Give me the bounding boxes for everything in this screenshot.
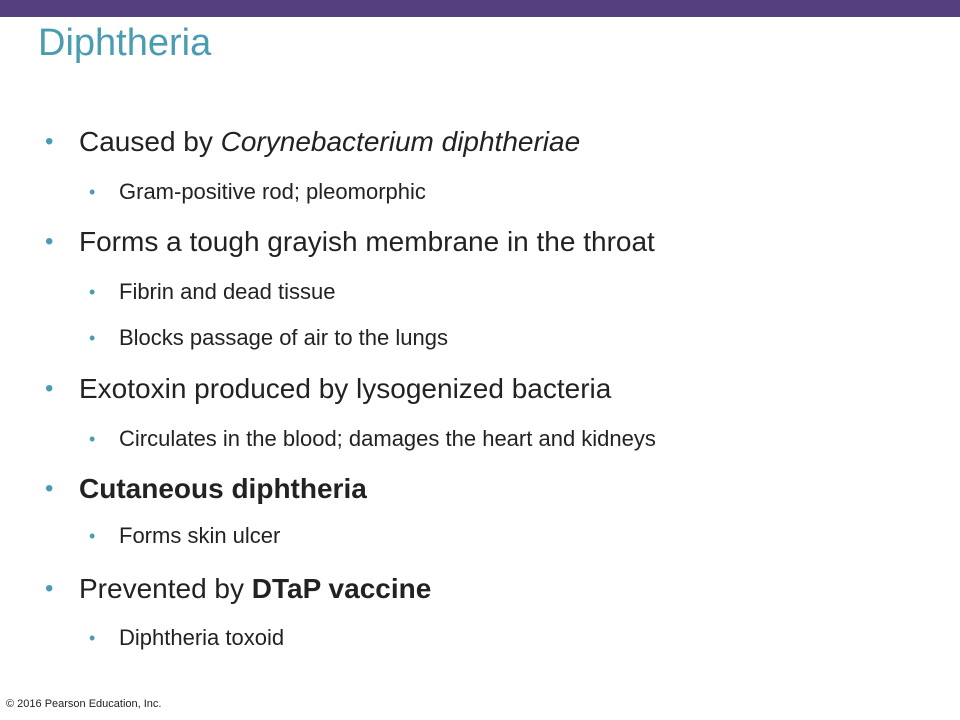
bullet-membrane [45,225,655,259]
sub-bullet-text: Circulates in the blood; damages the heart and kidneys [119,426,656,451]
bullet-text: Prevented by [79,573,252,604]
slide-title: Diphtheria [38,22,212,64]
sub-bullet-text: Forms skin ulcer [119,523,281,548]
copyright-footer: © 2016 Pearson Education, Inc. [6,698,162,710]
sub-bullet-dot-icon: • [89,282,96,302]
sub-bullet-dot-icon: • [89,526,96,546]
bullet-text: Caused by [79,126,221,157]
bullet-text: Exotoxin produced by lysogenized bacteria [79,373,612,404]
bullet-dot-icon: • [45,128,54,155]
sub-bullet-blocks-air [89,324,448,352]
sub-bullet-text: Diphtheria toxoid [119,625,285,650]
bullet-vaccine-name: DTaP vaccine [251,573,432,604]
bullet-prevented [45,572,432,606]
bullet-dot-icon: • [45,228,54,255]
sub-bullet-dot-icon: • [89,628,96,648]
bullet-dot-icon: • [45,575,54,602]
bullet-caused-by [45,125,581,159]
bullet-exotoxin [45,372,612,406]
bullet-dot-icon: • [45,375,54,402]
sub-bullet-dot-icon: • [89,182,96,202]
bullet-dot-icon: • [45,475,54,502]
sub-bullet-dot-icon: • [89,429,96,449]
sub-bullet-dot-icon: • [89,328,96,348]
sub-bullet-skin-ulcer [89,522,281,550]
bullet-organism-name: Corynebacterium diphtheriae [220,126,581,157]
sub-bullet-circulates [89,425,656,453]
bullet-cutaneous [45,472,367,506]
bullet-text: Cutaneous diphtheria [79,473,367,504]
sub-bullet-text: Gram-positive rod; pleomorphic [119,179,426,204]
bullet-text: Forms a tough grayish membrane in the throat [79,226,655,257]
sub-bullet-text: Blocks passage of air to the lungs [119,325,448,350]
sub-bullet-toxoid [89,624,285,652]
sub-bullet-gram-positive [89,178,426,206]
sub-bullet-text: Fibrin and dead tissue [119,279,336,304]
sub-bullet-fibrin [89,278,336,306]
